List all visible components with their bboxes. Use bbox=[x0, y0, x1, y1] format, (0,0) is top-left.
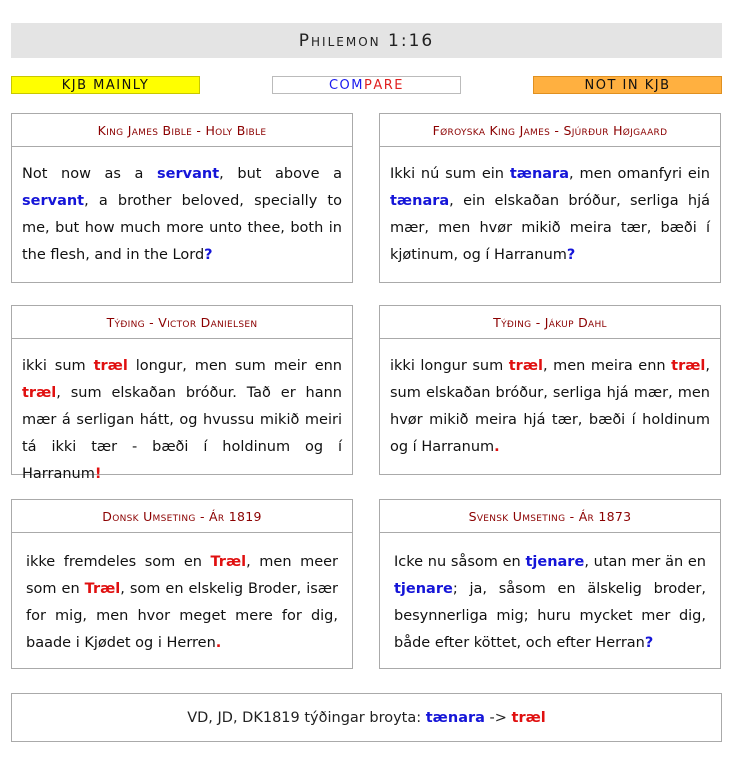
legend-compare-letter: C bbox=[328, 77, 340, 93]
translation-panel-faroese-kjb bbox=[379, 113, 721, 283]
verse-segment: , ein elskaðan bróður, serliga hjá mær, men hvør mikið meira tær, bæði í kjøtinum, og í Harranum bbox=[390, 193, 710, 263]
legend-compare-letter: O bbox=[339, 77, 352, 93]
non-kjb-word: . bbox=[494, 439, 500, 455]
translation-panel-kjb bbox=[11, 113, 353, 283]
change-note-from: tænara bbox=[425, 709, 485, 726]
non-kjb-word: . bbox=[215, 635, 222, 651]
change-note bbox=[11, 693, 722, 742]
verse-text bbox=[12, 147, 352, 281]
panel-heading: Svensk Umseting - Ár 1873 bbox=[380, 500, 720, 533]
legend-compare-letter: A bbox=[373, 77, 384, 93]
non-kjb-word: træl bbox=[508, 358, 543, 374]
kjb-word: tænara bbox=[509, 166, 569, 182]
translation-panel-dahl bbox=[379, 305, 721, 475]
verse-segment: Not now as a bbox=[22, 166, 158, 182]
legend-not-in-kjb-label: NOT IN KJB bbox=[584, 77, 671, 93]
verse-segment: Icke nu såsom en bbox=[394, 554, 526, 570]
non-kjb-word: træl bbox=[22, 385, 57, 401]
verse-segment: Ikki nú sum ein bbox=[390, 166, 510, 182]
kjb-word: servant bbox=[157, 166, 220, 182]
legend-compare-letter: P bbox=[364, 77, 374, 93]
non-kjb-word: Træl bbox=[210, 554, 247, 570]
change-note-arrow: -> bbox=[484, 709, 512, 726]
verse-segment: , men meer som en bbox=[26, 554, 338, 597]
legend-compare[interactable] bbox=[272, 76, 461, 94]
panel-heading: Donsk Umseting - Ár 1819 bbox=[12, 500, 352, 533]
legend-compare-letter: E bbox=[394, 77, 405, 93]
verse-segment: , a brother beloved, specially to me, but how much more unto thee, both in the flesh, and in the Lord bbox=[22, 193, 342, 263]
verse-segment: ikke fremdeles som en bbox=[26, 554, 211, 570]
change-note-to: træl bbox=[511, 709, 546, 726]
kjb-word: ? bbox=[204, 247, 213, 263]
verse-segment: longur, men sum meir enn bbox=[127, 358, 342, 374]
verse-segment: , men meira enn bbox=[542, 358, 672, 374]
page-title bbox=[11, 23, 722, 58]
verse-segment: , sum elskaðan bróður, serliga hjá mær, men hvør mikið meira hjá tær, bæði í holdinum og í Harranum bbox=[390, 358, 710, 455]
panel-heading: Týðing - Victor Danielsen bbox=[12, 306, 352, 339]
legend-kjb-mainly-label: KJB MAINLY bbox=[61, 77, 150, 93]
verse-segment: , som en elskelig Broder, især for mig, men hvor meget mere for dig, baade i Kjødet og i Herren bbox=[26, 581, 338, 651]
translation-panel-danielsen bbox=[11, 305, 353, 482]
kjb-word: ? bbox=[566, 247, 576, 263]
verse-text bbox=[12, 533, 352, 669]
kjb-word: ? bbox=[644, 635, 654, 651]
verse-text bbox=[380, 339, 720, 473]
translation-panel-swedish-1873 bbox=[379, 499, 721, 669]
verse-segment: , sum elskaðan bróður. Tað er hann mær á serligan hátt, og hvussu mikið meiri tá ikki tær - bæði í holdinum og í Harranum bbox=[22, 385, 342, 482]
legend-kjb-mainly[interactable] bbox=[11, 76, 200, 94]
verse-segment: ; ja, såsom en älskelig broder, besynnerliga mig; huru mycket mer dig, både efter köttet, och efter Herran bbox=[394, 581, 706, 651]
verse-segment: ikki longur sum bbox=[390, 358, 509, 374]
kjb-word: servant bbox=[22, 193, 85, 209]
page-title-text: Philemon 1:16 bbox=[298, 30, 435, 51]
legend-compare-letter: R bbox=[383, 77, 395, 93]
non-kjb-word: ! bbox=[94, 466, 102, 482]
kjb-word: tjenare bbox=[394, 581, 453, 597]
translation-panel-danish-1819 bbox=[11, 499, 353, 669]
verse-segment: , men omanfyri ein bbox=[569, 166, 710, 182]
non-kjb-word: træl bbox=[671, 358, 706, 374]
panel-heading: King James Bible - Holy Bible bbox=[12, 114, 352, 147]
panel-heading: Føroyska King James - Sjúrður Højgaard bbox=[380, 114, 720, 147]
verse-text bbox=[12, 339, 352, 500]
kjb-word: tjenare bbox=[525, 554, 585, 570]
change-note-prefix: VD, JD, DK1819 týðingar broyta: bbox=[187, 709, 426, 726]
non-kjb-word: træl bbox=[93, 358, 128, 374]
non-kjb-word: Træl bbox=[84, 581, 121, 597]
legend-not-in-kjb[interactable] bbox=[533, 76, 722, 94]
verse-segment: , utan mer än en bbox=[584, 554, 706, 570]
verse-segment: , but above a bbox=[219, 166, 342, 182]
verse-text bbox=[380, 533, 720, 669]
verse-text bbox=[380, 147, 720, 281]
verse-segment: ikki sum bbox=[22, 358, 94, 374]
panel-heading: Týðing - Jákup Dahl bbox=[380, 306, 720, 339]
kjb-word: tænara bbox=[390, 193, 450, 209]
legend-compare-letter: M bbox=[351, 77, 364, 93]
